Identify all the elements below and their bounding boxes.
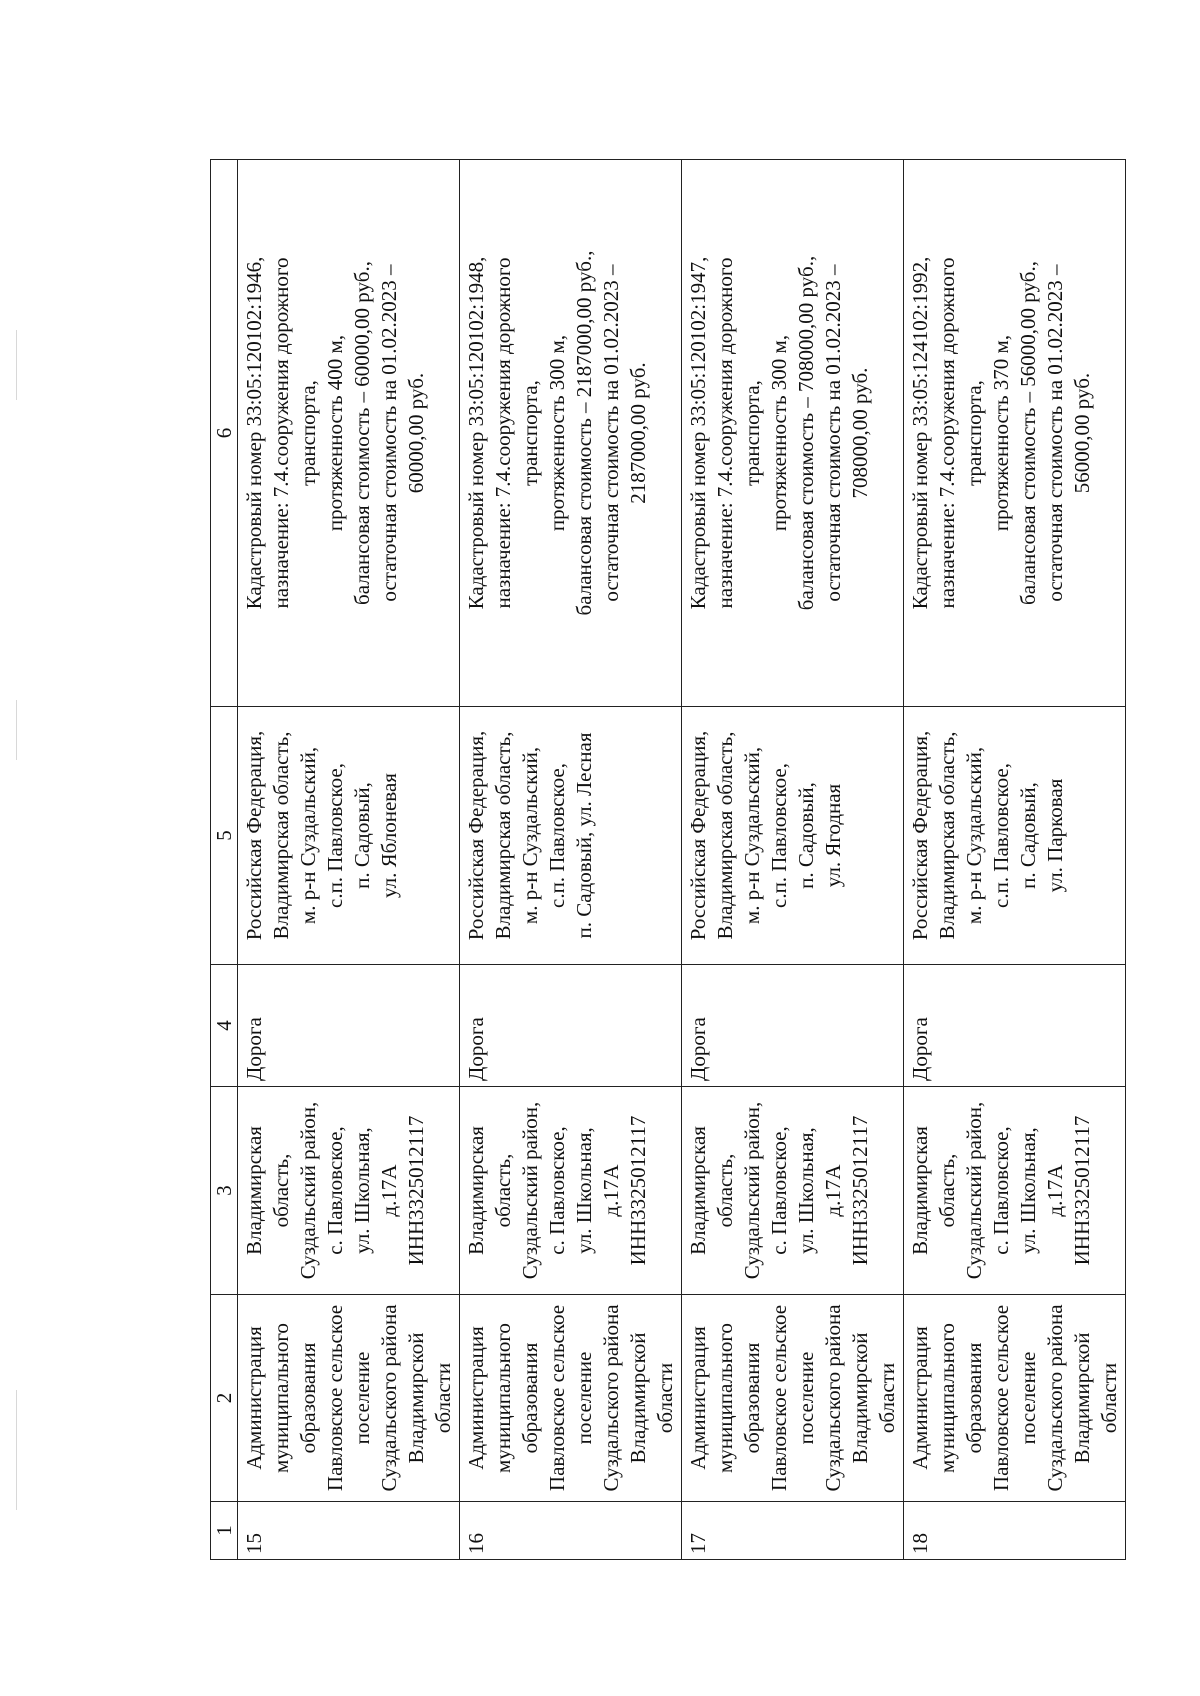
holder-cell: Администрация муниципального образования Павловское сельское поселение Суздальского района Владимирской области	[460, 1295, 682, 1502]
scan-artifact	[16, 700, 17, 760]
rotated-table-wrapper	[210, 160, 1121, 1560]
object-type-cell: Дорога	[238, 965, 460, 1087]
row-number: 16	[460, 1502, 682, 1560]
column-header: 3	[211, 1087, 238, 1295]
location-cell: Российская Федерация, Владимирская область, м. р-н Суздальский, с.п. Павловское, п. Садовый, ул. Парковая	[904, 707, 1126, 965]
table-header-row	[211, 160, 238, 1560]
row-number: 15	[238, 1502, 460, 1560]
description-cell: Кадастровый номер 33:05:120102:1947, назначение: 7.4.сооружения дорожного транспорта, протяженность 300 м, балансовая стоимость – 708000,00 руб., остаточная стоимость на 01.02.2023 – 708000,00 руб.	[682, 160, 904, 707]
description-cell: Кадастровый номер 33:05:124102:1992, назначение: 7.4.сооружения дорожного транспорта, протяженность 370 м, балансовая стоимость – 56000,00 руб., остаточная стоимость на 01.02.2023 – 56000,00 руб.	[904, 160, 1126, 707]
object-type-cell: Дорога	[682, 965, 904, 1087]
location-cell: Российская Федерация, Владимирская область, м. р-н Суздальский, с.п. Павловское, п. Садовый, ул. Яблоневая	[238, 707, 460, 965]
row-number: 17	[682, 1502, 904, 1560]
table-row	[904, 160, 1126, 1560]
holder-cell: Администрация муниципального образования Павловское сельское поселение Суздальского района Владимирской области	[682, 1295, 904, 1502]
table-row	[238, 160, 460, 1560]
holder-cell: Администрация муниципального образования Павловское сельское поселение Суздальского района Владимирской области	[904, 1295, 1126, 1502]
column-header: 1	[211, 1502, 238, 1560]
table-row	[682, 160, 904, 1560]
row-number: 18	[904, 1502, 1126, 1560]
holder-address-cell: Владимирская область, Суздальский район, с. Павловское, ул. Школьная, д.17А ИНН3325012117	[460, 1087, 682, 1295]
object-type-cell: Дорога	[460, 965, 682, 1087]
column-header: 6	[211, 160, 238, 707]
location-cell: Российская Федерация, Владимирская область, м. р-н Суздальский, с.п. Павловское, п. Садовый, ул. Лесная	[460, 707, 682, 965]
holder-address-cell: Владимирская область, Суздальский район, с. Павловское, ул. Школьная, д.17А ИНН3325012117	[904, 1087, 1126, 1295]
column-header: 4	[211, 965, 238, 1087]
holder-address-cell: Владимирская область, Суздальский район, с. Павловское, ул. Школьная, д.17А ИНН3325012117	[682, 1087, 904, 1295]
column-header: 2	[211, 1295, 238, 1502]
scan-artifact	[16, 330, 17, 400]
description-cell: Кадастровый номер 33:05:120102:1948, назначение: 7.4.сооружения дорожного транспорта, протяженность 300 м, балансовая стоимость – 2187000,00 руб., остаточная стоимость на 01.02.2023 – 2187000,00 руб.	[460, 160, 682, 707]
object-type-cell: Дорога	[904, 965, 1126, 1087]
column-header: 5	[211, 707, 238, 965]
table-row	[460, 160, 682, 1560]
location-cell: Российская Федерация, Владимирская область, м. р-н Суздальский, с.п. Павловское, п. Садовый, ул. Ягодная	[682, 707, 904, 965]
description-cell: Кадастровый номер 33:05:120102:1946, назначение: 7.4.сооружения дорожного транспорта, протяженность 400 м, балансовая стоимость – 60000,00 руб., остаточная стоимость на 01.02.2023 – 60000,00 руб.	[238, 160, 460, 707]
holder-address-cell: Владимирская область, Суздальский район, с. Павловское, ул. Школьная, д.17А ИНН3325012117	[238, 1087, 460, 1295]
scan-artifact	[16, 1390, 17, 1510]
property-registry-table	[210, 159, 1126, 1560]
holder-cell: Администрация муниципального образования Павловское сельское поселение Суздальского района Владимирской области	[238, 1295, 460, 1502]
